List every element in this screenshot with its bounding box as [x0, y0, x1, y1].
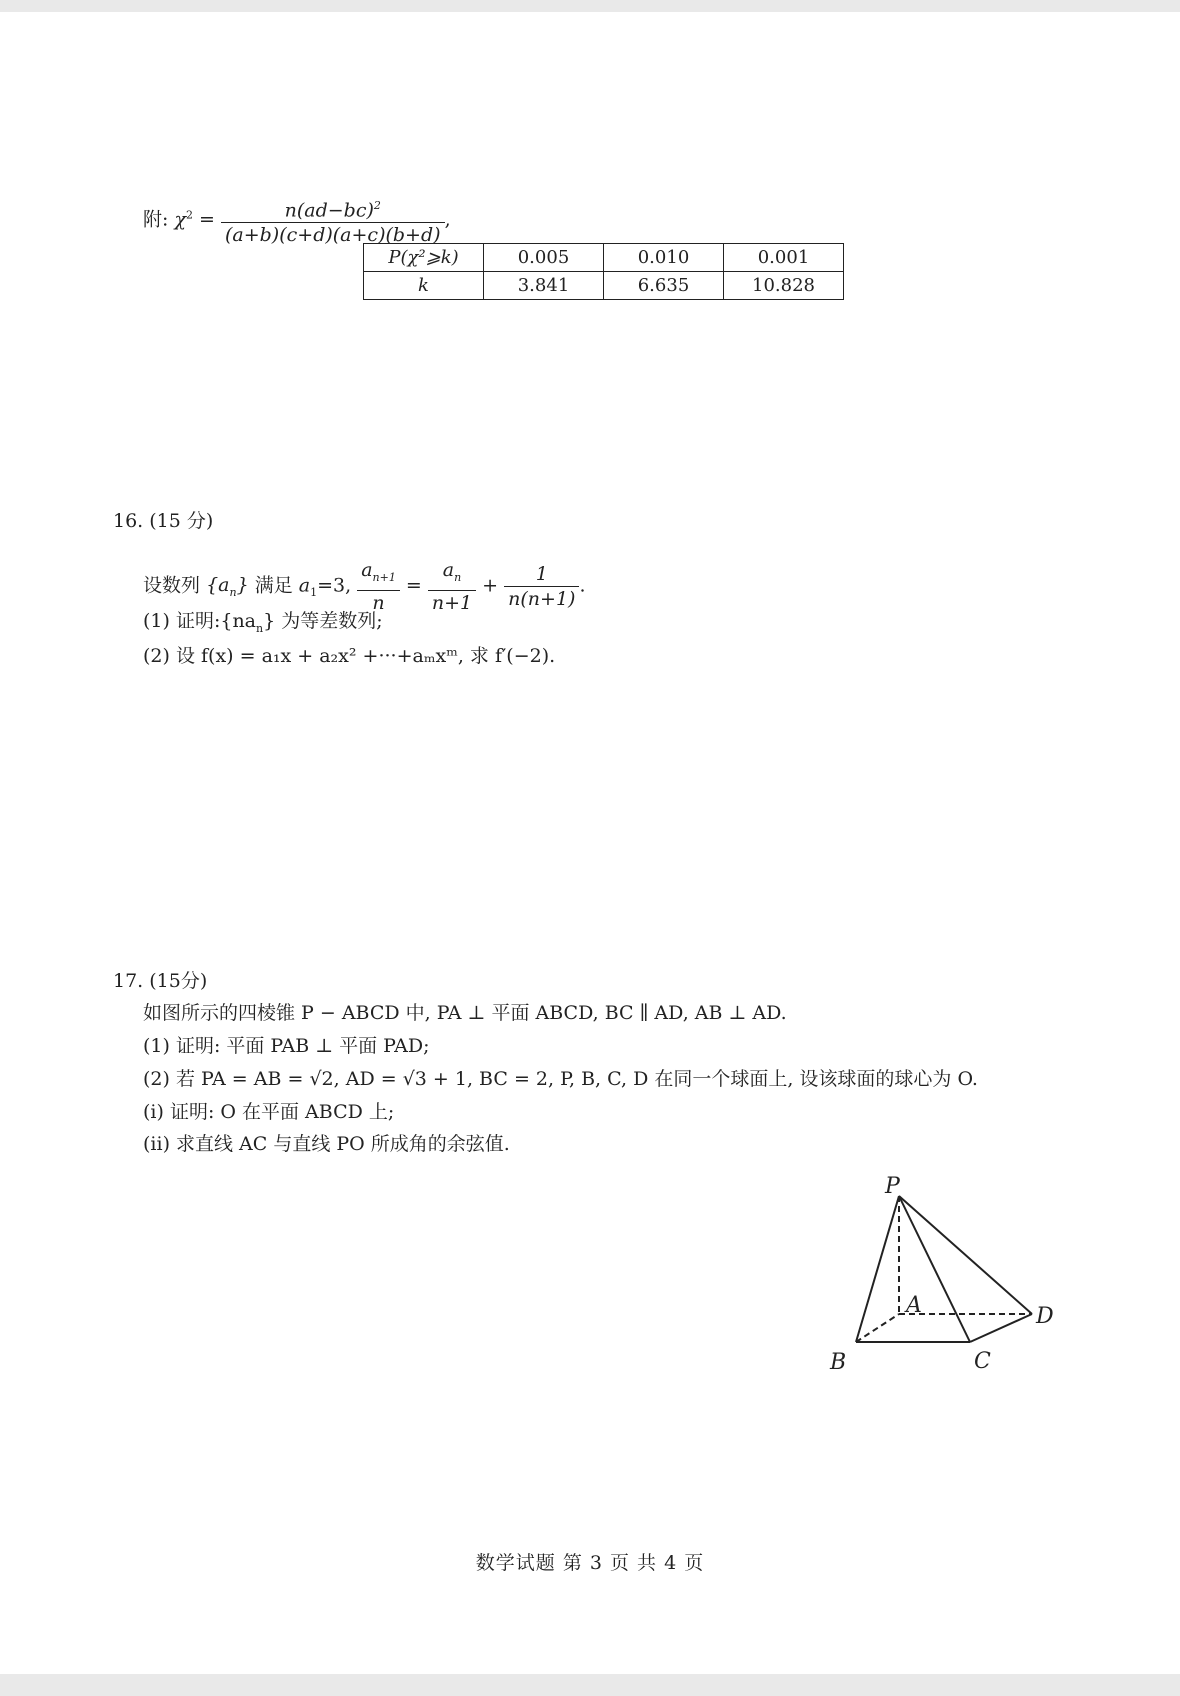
table-row	[364, 244, 844, 272]
q16-stem: 设数列 $\{a_n\}$ 满足 $a_1=3$, $\frac{a_{n+1}}{n}$ = $\frac{a_n}{n+1}$ + $\frac{1}{n(n+1)}$ .	[143, 559, 586, 614]
table-row	[364, 272, 844, 300]
label-P: P	[885, 1174, 900, 1199]
q16-part1: (1) 证明$:\{na_n\}$ 为等差数列;	[143, 610, 383, 635]
q17-stem: 如图所示的四棱锥 P − ABCD 中, PA ⊥ 平面 ABCD, BC ∥ AD, AB ⊥ AD.	[143, 1002, 787, 1024]
sqrt-2: √2	[309, 1068, 334, 1090]
chi-formula-denominator: (a+b)(c+d)(a+c)(b+d)	[221, 222, 445, 247]
pyramid-figure	[810, 1160, 1070, 1385]
q17-header: 17. (15分)	[113, 970, 208, 992]
q16-part2: (2) 设 f(x) = a₁x + a₂x² +···+aₘxᵐ, 求 f′(−2).	[143, 645, 556, 667]
table-cell: 3.841	[484, 272, 604, 300]
chi-square-fraction: $\frac{n(ad-bc)^2}{(a+b)(c+d)(a+c)(b+d)}$	[221, 194, 445, 247]
table-cell: 10.828	[724, 272, 844, 300]
sqrt-3: √3	[402, 1068, 427, 1090]
table-cell: 0.010	[604, 244, 724, 272]
table-cell: 0.005	[484, 244, 604, 272]
edge-PB	[856, 1196, 899, 1342]
critical-value-table	[363, 243, 844, 300]
table-cell: 6.635	[604, 272, 724, 300]
appendix-formula: 附: $\chi^2$ = $\frac{n(ad-bc)^2}{(a+b)(c+d)(a+c)(b+d)}$ ,	[143, 194, 451, 247]
appendix-label: 附	[143, 208, 163, 231]
chi-symbol: χ	[174, 208, 186, 231]
table-header-cell: k	[364, 272, 484, 300]
q16-header: 16. (15 分)	[113, 510, 214, 532]
q17-part2: (2) 若 PA = AB = √2, AD = √3 + 1, BC = 2, P, B, C, D 在同一个球面上, 设该球面的球心为 O.	[143, 1068, 978, 1090]
q17-part2-ii: (ii) 求直线 AC 与直线 PO 所成角的余弦值.	[143, 1133, 510, 1155]
fraction-an1-over-n: $\frac{a_{n+1}}{n}$	[357, 558, 400, 615]
table-header-cell: P(χ²⩾k)	[364, 244, 484, 272]
edge-PC	[899, 1196, 970, 1342]
fraction-1-over-nn1: $\frac{1}{n(n+1)}$	[504, 562, 579, 611]
page-footer: 数学试题 第 3 页 共 4 页	[475, 1552, 705, 1574]
exam-page	[0, 12, 1180, 1674]
fraction-an-over-n1: $\frac{a_n}{n+1}$	[428, 558, 476, 615]
label-B: B	[830, 1350, 847, 1375]
q17-part1: (1) 证明: 平面 PAB ⊥ 平面 PAD;	[143, 1035, 430, 1057]
chi-formula-numerator: n(ad−bc)	[284, 199, 374, 222]
q17-part2-i: (i) 证明: O 在平面 ABCD 上;	[143, 1101, 395, 1123]
edge-CD	[970, 1314, 1032, 1342]
table-cell: 0.001	[724, 244, 844, 272]
label-D: D	[1036, 1304, 1054, 1329]
label-C: C	[974, 1349, 991, 1374]
label-A: A	[906, 1293, 922, 1318]
